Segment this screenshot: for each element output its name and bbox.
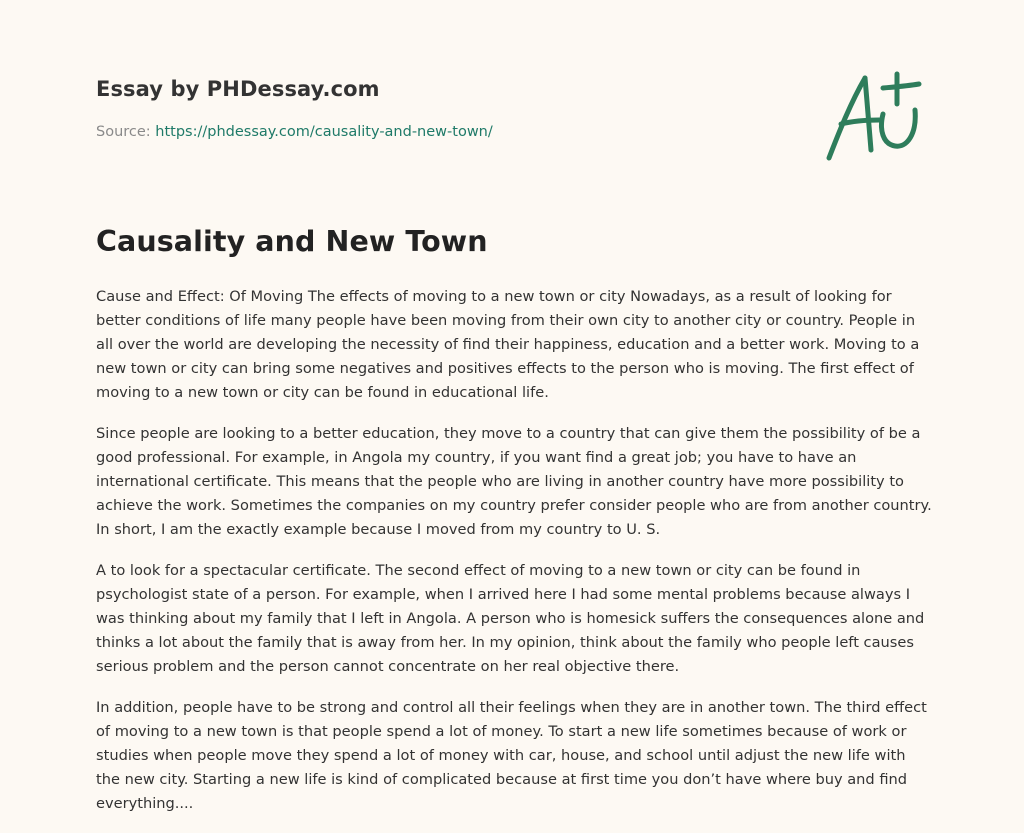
essay-body <box>96 285 932 833</box>
source-link[interactable]: https://phdessay.com/causality-and-new-town/ <box>155 124 493 140</box>
essay-paragraph: Since people are looking to a better education, they move to a country that can give them the possibility of be a good professional. For example, in Angola my country, if you want find a great job; you have to have an international certificate. This means that the people who are living in another country have more possibility to achieve the work. Sometimes the companies on my country prefer consider people who are from another country. In short, I am the exactly example because I moved from my country to U. S. <box>96 425 932 538</box>
essay-page <box>96 0 932 828</box>
essay-paragraph: Cause and Effect: Of Moving The effects of moving to a new town or city Nowadays, as a result of looking for better conditions of life many people have been moving from their own city to another city or country. People in all over the world are developing the necessity of find their happiness, education and a better work. Moving to a new town or city can bring some negatives and positives effects to the person who is moving. The first effect of moving to a new town or city can be found in educational life. <box>96 288 920 401</box>
brand-title: Essay by PHDessay.com <box>96 77 380 101</box>
a-plus-logo-icon <box>821 66 931 166</box>
essay-paragraph: A to look for a spectacular certificate. The second effect of moving to a new town or city can be found in psychologist state of a person. For example, when I arrived here I had some mental problems because always I was thinking about my family that I left in Angola. A person who is homesick suffers the consequences alone and thinks a lot about the family that is away from her. In my opinion, think about the family who people left causes serious problem and the person cannot concentrate on her real objective there. <box>96 562 925 675</box>
source-label: Source: <box>96 124 156 140</box>
essay-paragraph: In addition, people have to be strong and control all their feelings when they are in another town. The third effect of moving to a new town is that people spend a lot of money. To start a new life sometimes because of work or studies when people move they spend a lot of money with car, house, and school until adjust the new life with the new city. Starting a new life is kind of complicated because at first time you don’t have where buy and find everything.... <box>96 699 927 812</box>
source-line <box>96 124 493 140</box>
essay-title: Causality and New Town <box>96 225 488 258</box>
